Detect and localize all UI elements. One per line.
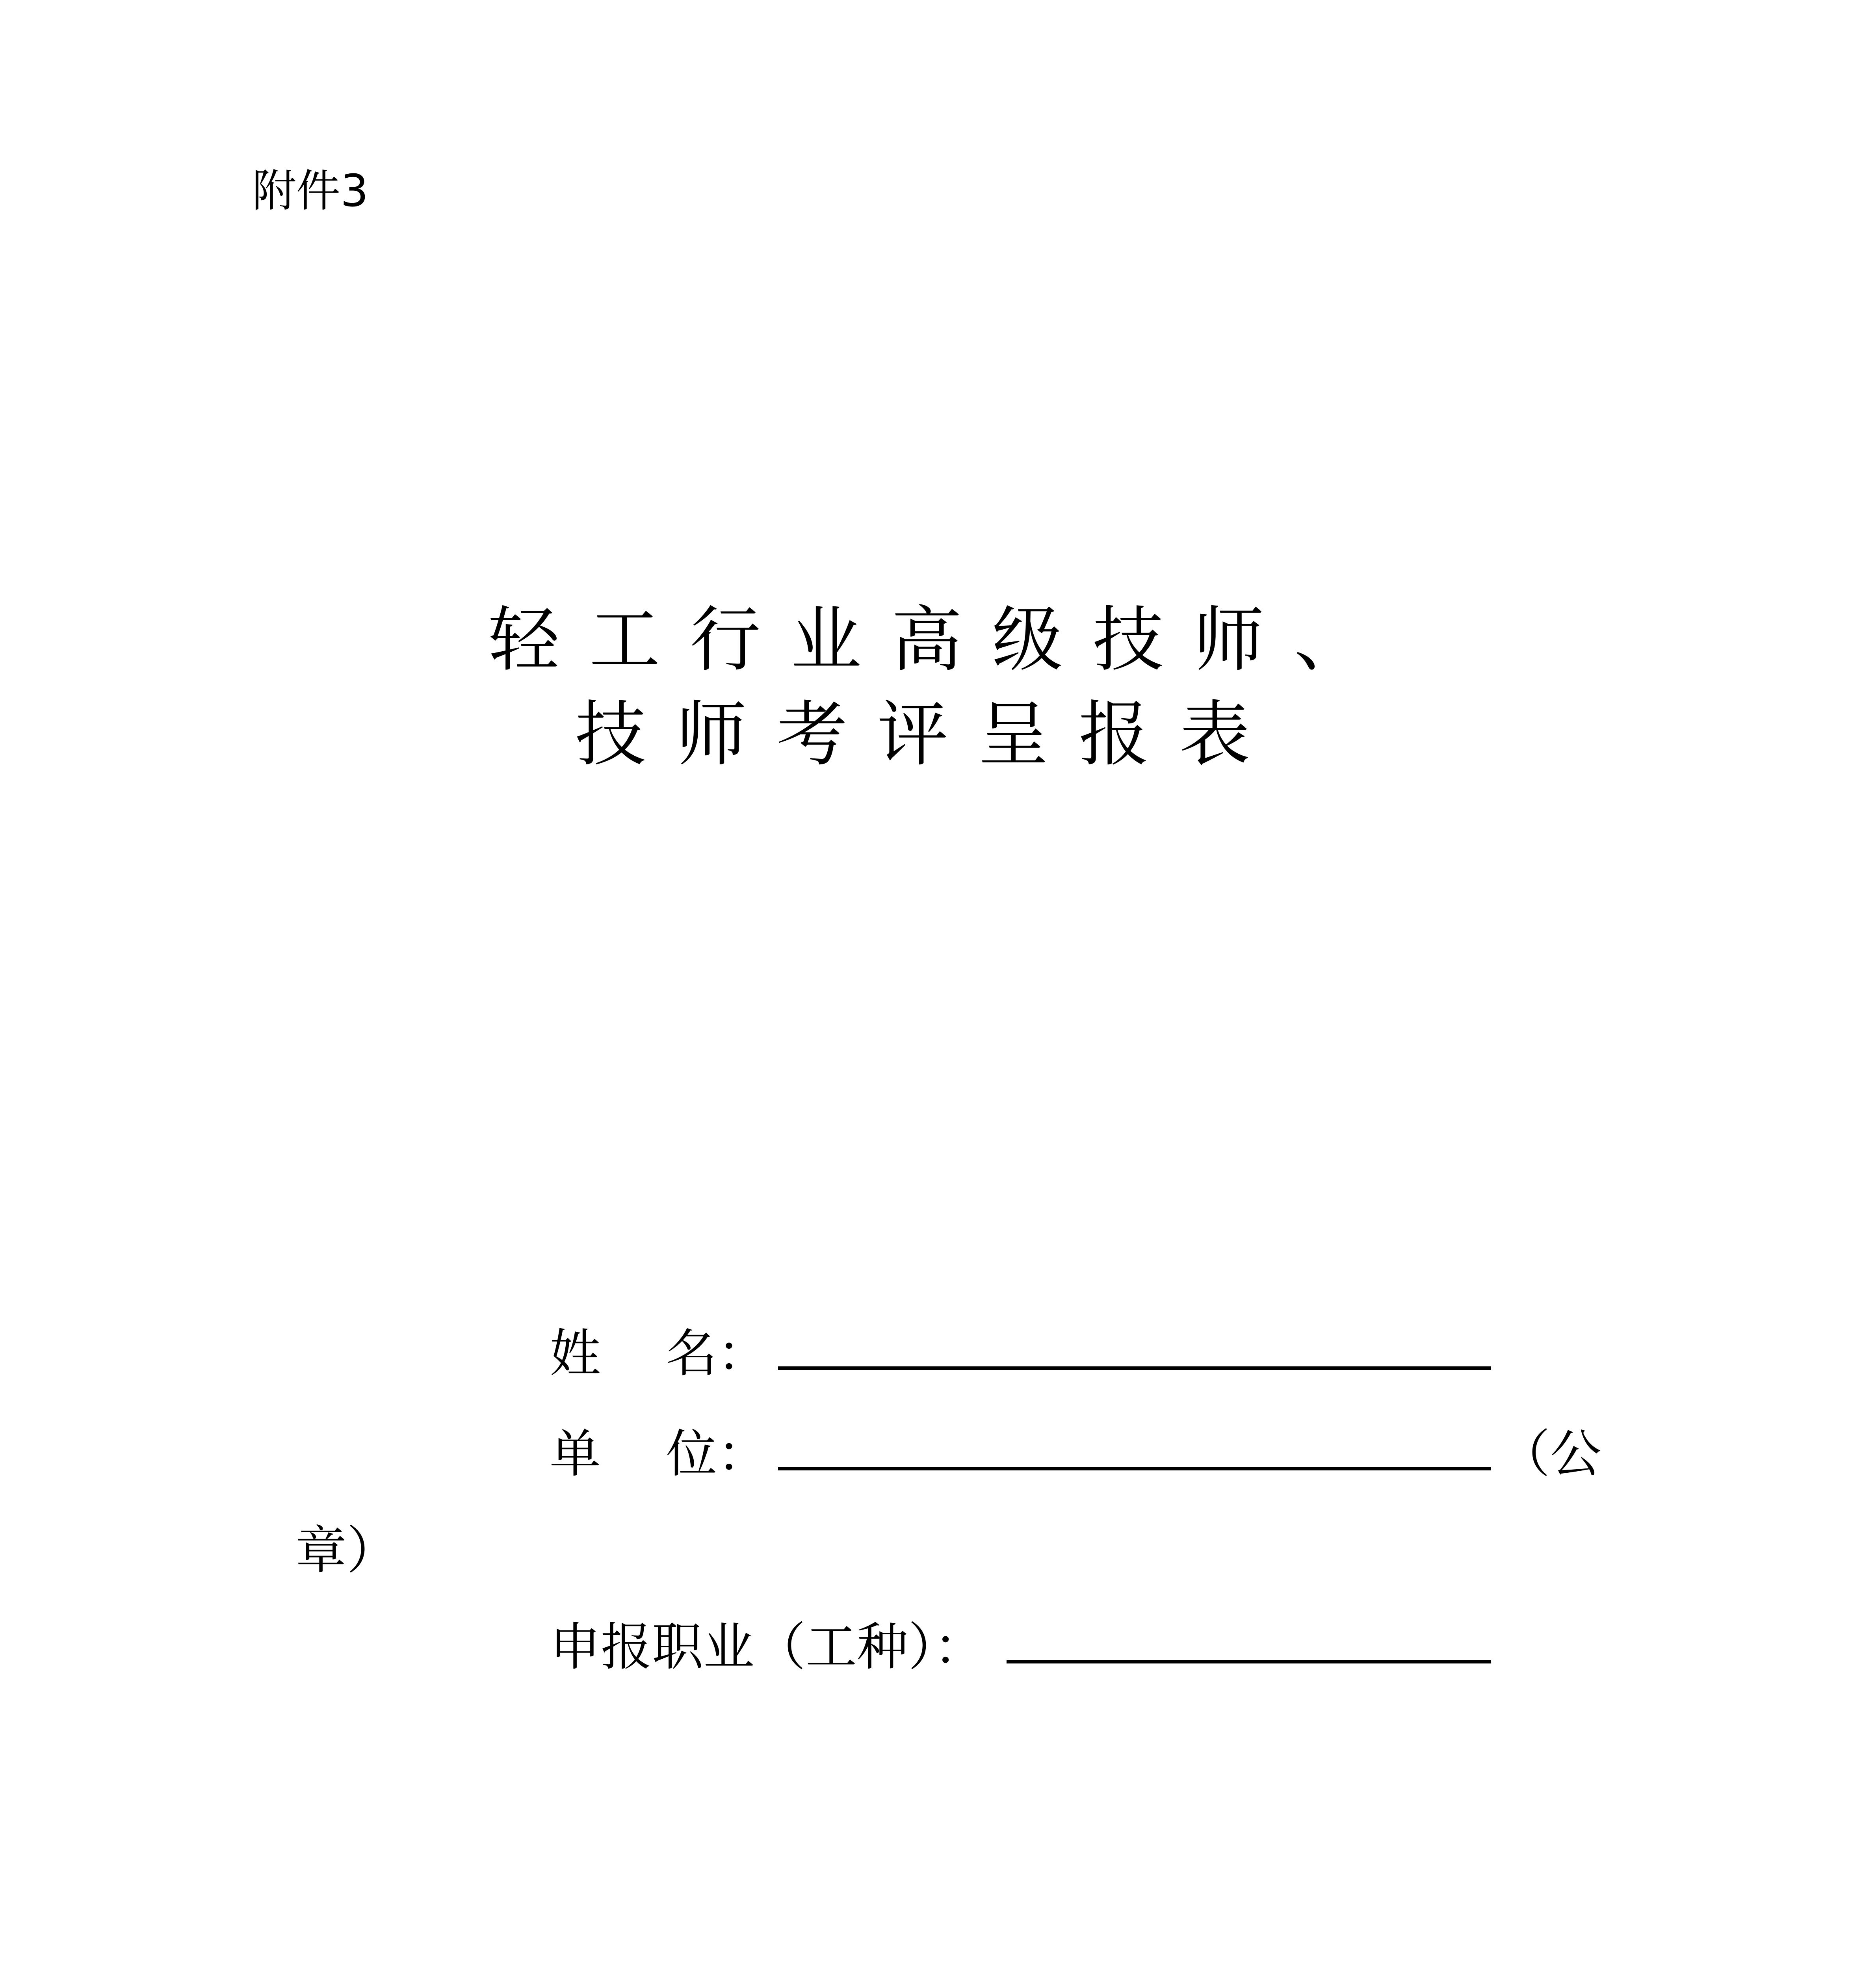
form-title-line1: 轻工行业高级技师、: [489, 599, 1395, 681]
unit-label: 单 位：: [550, 1424, 769, 1484]
seal-note-open: （公: [1499, 1424, 1602, 1484]
unit-blank-line: [778, 1467, 1491, 1470]
name-label: 姓 名：: [550, 1323, 769, 1383]
occupation-label: 申报职业（工种）：: [550, 1617, 985, 1677]
seal-note-close: 章）: [295, 1520, 398, 1580]
form-title-line2: 技师考评呈报表: [575, 693, 1280, 776]
occupation-blank-line: [1007, 1660, 1491, 1663]
name-blank-line: [778, 1366, 1491, 1370]
attachment-label: 附件3: [252, 165, 369, 217]
